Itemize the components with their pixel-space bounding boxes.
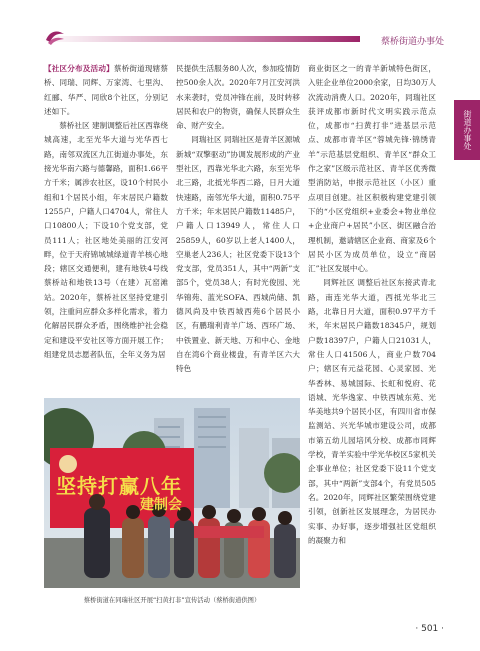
paragraph: 商业街区之一的青羊新城特色街区，入驻企业单位2000余家，日均30万人次流动消费人口。2020年，同瑞社区获评成都市新时代文明实践示范点位，成都市“扫黄打非”进基层示范点、成都市青羊区“蓉城先锋·锦绣青羊”示范基层党组织、青羊区“群众工作之家”区级示范社区、青羊区优秀微型消防站，申报示范社区（小区）重点项目创建。社区积极构建党建引领下的“小区党组织+业委会+物业单位+企业商户+居民”小区、街区融合治理机制，邀请辖区企业商、商家及6个居民小区为成员单位，设立“商居汇”社区发展中心。 [308, 64, 436, 274]
photo-caption: 蔡桥街道在同瑞社区开展“扫黄打非”宣传活动（蔡桥街道供图） [83, 597, 261, 604]
running-header: 蔡桥街道办事处 [380, 37, 444, 47]
paragraph: 同瑞社区 同瑞社区是青羊区源城新城“双擎驱动”协调发展形成的产业型社区，西靠光华北六路，东至光华北三路，北抵光华西二路，日月大道快速路，南邻光华大道，面积0.75平方千米；年末居民户籍数11485户，户籍人口13949人，常住人口25859人，60岁以上老人1400人，空巢老人236人；社区党委下设13个党支部，党员351人，其中“两新”支部5个，党员38人；有时光俊园、光华锦苑、蓝光SOFA、西城尚储、凯德风尚及中铁西城西苑6个居民小区，有鹏瑞利青羊广场、西环广场、中铁置业、新天地、万和中心、金地自在湾6个商业楼盘，有青羊区六大特色 [176, 135, 300, 374]
section-side-tab: 街道办事处 [454, 100, 480, 160]
banner-text-2: 建制会 [140, 497, 182, 513]
page-number: · 501 · [415, 624, 444, 634]
paragraph: 民提供生活服务80人次，参加疫情防控500余人次。2020年7月江安河洪水来袭时，党员冲锋在前，及时转移居民和农户的物资，确保人民群众生命、财产安全。 [176, 64, 300, 131]
paragraph: 蔡桥社区 建制调整后社区西靠绕城高速，北至光华大道与光华西七路，南邻双流区九江街道办事处，东接光华南六路与德馨路，面积1.66平方千米；属涉农社区，设10个村民小组和1个居民小组，年末居民户籍数1255户，户籍人口4704人，常住人口10800人；下设10个党支部，党员111人；社区地处美丽的江安河畔，位于天府锦城城绿道青羊核心地段；辖区交通便利，建有地铁4号线蔡桥站和地铁13号（在建）瓦窑滩站。2020年，蔡桥社区坚持党建引领，注重问应群众多样化需求，着力化解居民群众矛盾，围绕维护社会稳定和建设平安社区等方面开展工作；组建党员志愿者队伍，全年义务为居 [44, 121, 168, 359]
paragraph: 【社区分布及活动】蔡桥街道现辖蔡桥、同瑞、同辉、万家湾、七里沟、红郦、华严、同欣8个社区，分别记述如下。 [44, 64, 168, 116]
event-photo [44, 398, 300, 588]
banner-text-1: 坚持打赢八年 [56, 474, 182, 498]
text-column-3 [308, 62, 436, 548]
text-column-2 [176, 62, 300, 377]
text-column-1 [44, 62, 168, 362]
paragraph: 同辉社区 调整后社区东接武青北路，南连光华大道，西抵光华北三路，北靠日月大道，面积0.97平方千米，年末居民户籍数18345户，规划户数18397户，户籍人口21031人，常住人口41506人，商业户数704户；辖区有元益花园、心灵家园、光华香林、易城国际、长虹和悦府、花语城、光华逸家、中铁西城东苑、光华美地共9个居民小区，有四川省市保监测站、兴光华城市建设公司，成都市第五幼儿园培风分校、成都市同辉学校，青羊实验中学光华校区5家机关企事业单位；社区党委下设11个党支部，其中“两新”支部4个，有党员505名。2020年，同辉社区繁荣围绕党建引领，创新社区发展理念，为居民办实事、办好事，逐步增强社区党组织的凝聚力和 [308, 278, 436, 545]
section-tag: 【社区分布及活动】 [44, 64, 114, 73]
